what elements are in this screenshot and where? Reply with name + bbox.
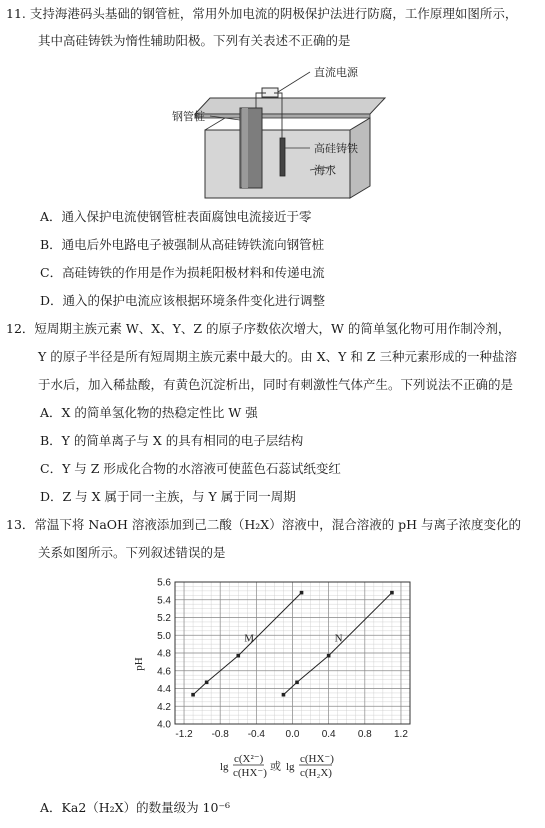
q11-option-d: D．通入的保护电流应该根据环境条件变化进行调整 bbox=[40, 293, 326, 308]
x-label-frac1-num: c(X²⁻) bbox=[234, 753, 264, 765]
x-tick-label: -0.4 bbox=[247, 729, 265, 740]
q13-stem-line1: 13．常温下将 NaOH 溶液添加到己二酸（H₂X）溶液中，混合溶液的 pH 与离子浓度变化的 bbox=[6, 517, 522, 532]
x-label-lg1: lg bbox=[220, 761, 229, 773]
q12-stem-line2: Y 的原子半径是所有短周期主族元素中最大的。由 X、Y 和 Z 三种元素形成的一种盐溶 bbox=[38, 349, 517, 364]
ph-chart bbox=[120, 574, 420, 789]
label-seawater: 海水 bbox=[314, 164, 336, 177]
x-tick-label: 0.8 bbox=[357, 729, 372, 740]
x-tick-label: 1.2 bbox=[394, 729, 408, 740]
y-tick-label: 4.4 bbox=[157, 684, 171, 695]
y-tick-label: 5.6 bbox=[157, 577, 171, 589]
si-iron-anode bbox=[280, 138, 285, 176]
x-label-frac1-den: c(HX⁻) bbox=[233, 767, 267, 779]
series-label-m: M bbox=[244, 632, 255, 645]
q11-option-b: B．通电后外电路电子被强制从高硅铸铁流向钢管桩 bbox=[40, 237, 325, 252]
data-point bbox=[295, 680, 299, 684]
data-point bbox=[300, 591, 304, 595]
label-si-iron: 高硅铸铁 bbox=[314, 142, 358, 155]
q12-option-c: C．Y 与 Z 形成化合物的水溶液可使蓝色石蕊试纸变红 bbox=[40, 461, 341, 476]
data-point bbox=[390, 591, 394, 595]
q13-stem-line2: 关系如图所示。下列叙述错误的是 bbox=[38, 545, 226, 560]
q12-option-b: B．Y 的简单离子与 X 的具有相同的电子层结构 bbox=[40, 433, 304, 448]
y-tick-label: 4.2 bbox=[157, 701, 171, 713]
x-label-or: 或 bbox=[270, 761, 281, 773]
data-point bbox=[282, 693, 286, 697]
data-point bbox=[205, 680, 209, 684]
y-tick-label: 5.2 bbox=[157, 613, 171, 624]
y-tick-label: 4.6 bbox=[157, 666, 171, 678]
cathodic-protection-diagram bbox=[170, 58, 420, 206]
q12-stem-line1: 12．短周期主族元素 W、X、Y、Z 的原子序数依次增大，W 的简单氢化物可用作制冷剂， bbox=[6, 321, 511, 336]
q11-option-c: C．高硅铸铁的作用是作为损耗阳极材料和传递电流 bbox=[40, 265, 325, 280]
q12-stem-line3: 于水后，加入稀盐酸，有黄色沉淀析出，同时有刺激性气体产生。下列说法不正确的是 bbox=[38, 377, 514, 392]
series-label-n: N bbox=[334, 632, 343, 645]
label-power: 直流电源 bbox=[314, 66, 358, 79]
q11-stem-line1: 11. 支持海港码头基础的钢管桩，常用外加电流的阴极保护法进行防腐，工作原理如图所示， bbox=[6, 6, 518, 21]
data-point bbox=[236, 654, 240, 658]
y-tick-label: 5.4 bbox=[157, 595, 171, 607]
data-point bbox=[327, 654, 331, 658]
x-axis-label bbox=[220, 753, 334, 779]
top-plate bbox=[195, 98, 385, 114]
y-tick-label: 4.0 bbox=[157, 719, 171, 731]
x-tick-label: -1.2 bbox=[175, 729, 193, 740]
power-source-icon bbox=[262, 88, 278, 97]
x-label-frac2-den: c(H₂X) bbox=[300, 767, 332, 779]
y-axis-label: pH bbox=[133, 657, 145, 671]
y-tick-label: 5.0 bbox=[157, 630, 171, 642]
x-tick-label: 0.0 bbox=[285, 729, 300, 740]
q11-stem-line2: 其中高硅铸铁为惰性辅助阳极。下列有关表述不正确的是 bbox=[38, 33, 351, 48]
y-tick-label: 4.8 bbox=[157, 648, 171, 660]
q11-option-a: A．通入保护电流使钢管桩表面腐蚀电流接近于零 bbox=[40, 209, 312, 224]
q13-option-a: A．Ka2（H₂X）的数量级为 10⁻⁶ bbox=[40, 800, 231, 815]
q12-option-d: D．Z 与 X 属于同一主族，与 Y 属于同一周期 bbox=[40, 489, 296, 504]
q12-option-a: A．X 的简单氢化物的热稳定性比 W 强 bbox=[40, 405, 258, 420]
chart-grid bbox=[175, 582, 410, 724]
x-tick-label: -0.8 bbox=[211, 729, 229, 740]
x-tick-label: 0.4 bbox=[321, 729, 336, 740]
chart-ticks bbox=[157, 578, 408, 741]
x-label-lg2: lg bbox=[286, 761, 295, 773]
x-label-frac2-num: c(HX⁻) bbox=[300, 753, 334, 765]
label-steel-pile: 钢管桩 bbox=[172, 110, 205, 123]
data-point bbox=[191, 693, 195, 697]
